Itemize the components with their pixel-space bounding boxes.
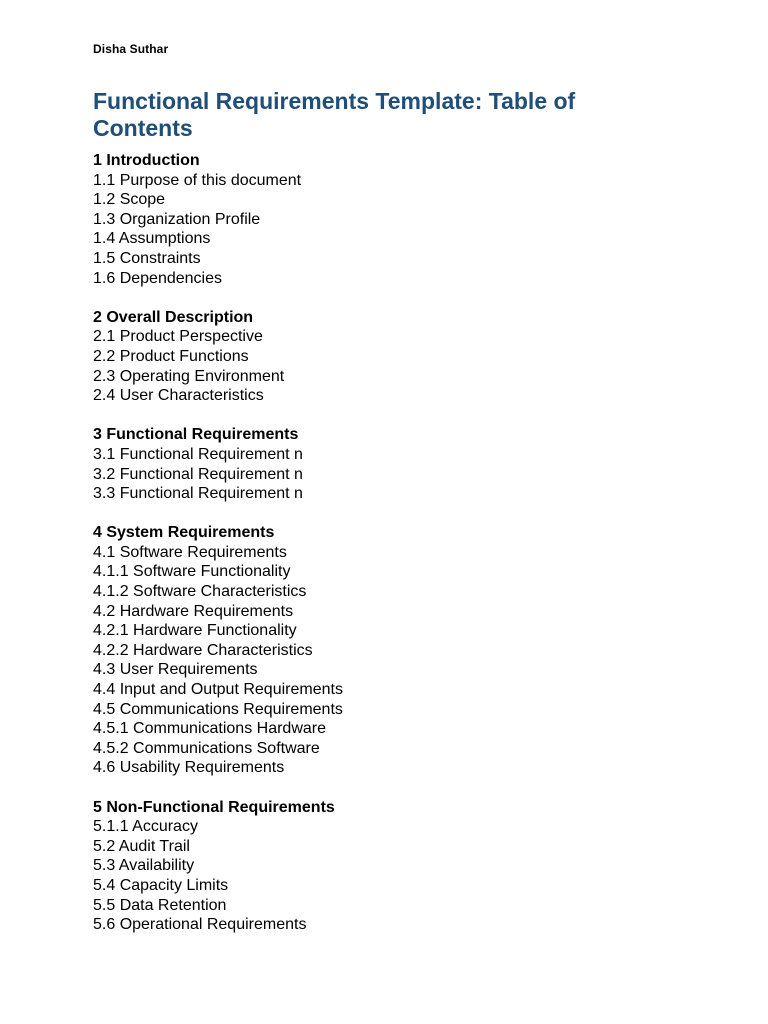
toc-entry: 4.3 User Requirements bbox=[93, 661, 258, 679]
toc-section bbox=[93, 425, 693, 503]
toc-entry: 2.4 User Characteristics bbox=[93, 387, 264, 405]
toc-entry: 4.2.1 Hardware Functionality bbox=[93, 622, 297, 640]
toc-entry: 4.1 Software Requirements bbox=[93, 543, 287, 561]
toc-entry: 4.4 Input and Output Requirements bbox=[93, 681, 343, 699]
toc-section bbox=[93, 151, 693, 288]
toc-entry: 2.3 Operating Environment bbox=[93, 367, 285, 385]
toc-entry: 4.5 Communications Requirements bbox=[93, 700, 343, 718]
toc-entry: 1.2 Scope bbox=[93, 191, 166, 209]
toc-entry: 2.2 Product Functions bbox=[93, 347, 249, 365]
table-of-contents bbox=[93, 151, 693, 954]
page-title: Functional Requirements Template: Table of Contents bbox=[93, 88, 576, 141]
toc-entry: 4.2 Hardware Requirements bbox=[93, 602, 294, 620]
toc-entry: 5.4 Capacity Limits bbox=[93, 876, 229, 894]
toc-entry: 3.1 Functional Requirement n bbox=[93, 445, 303, 463]
toc-entry: 5.6 Operational Requirements bbox=[93, 916, 307, 934]
toc-section-heading: 3 Functional Requirements bbox=[93, 426, 299, 444]
toc-entry: 1.6 Dependencies bbox=[93, 269, 222, 287]
toc-entry: 4.6 Usability Requirements bbox=[93, 759, 285, 777]
toc-section-heading: 5 Non-Functional Requirements bbox=[93, 798, 335, 816]
toc-entry: 5.1.1 Accuracy bbox=[93, 818, 198, 836]
toc-entry: 5.5 Data Retention bbox=[93, 896, 227, 914]
toc-section bbox=[93, 523, 693, 778]
toc-entry: 1.1 Purpose of this document bbox=[93, 171, 302, 189]
toc-entry: 4.1.1 Software Functionality bbox=[93, 563, 291, 581]
toc-entry: 4.2.2 Hardware Characteristics bbox=[93, 641, 313, 659]
toc-entry: 4.5.2 Communications Software bbox=[93, 739, 320, 757]
toc-entry: 4.5.1 Communications Hardware bbox=[93, 720, 326, 738]
toc-entry: 2.1 Product Perspective bbox=[93, 328, 263, 346]
toc-entry: 3.2 Functional Requirement n bbox=[93, 465, 303, 483]
toc-entry: 1.5 Constraints bbox=[93, 249, 201, 267]
toc-entry: 1.4 Assumptions bbox=[93, 230, 211, 248]
toc-entry: 5.3 Availability bbox=[93, 857, 195, 875]
toc-section-heading: 1 Introduction bbox=[93, 152, 200, 169]
toc-section-heading: 2 Overall Description bbox=[93, 308, 254, 326]
author-name: Disha Suthar bbox=[93, 42, 169, 56]
toc-entry: 3.3 Functional Requirement n bbox=[93, 485, 303, 503]
toc-entry: 5.2 Audit Trail bbox=[93, 837, 190, 855]
toc-section-heading: 4 System Requirements bbox=[93, 524, 275, 542]
toc-entry: 4.1.2 Software Characteristics bbox=[93, 583, 307, 601]
toc-entry: 1.3 Organization Profile bbox=[93, 210, 261, 228]
toc-section bbox=[93, 798, 693, 935]
toc-section bbox=[93, 308, 693, 406]
